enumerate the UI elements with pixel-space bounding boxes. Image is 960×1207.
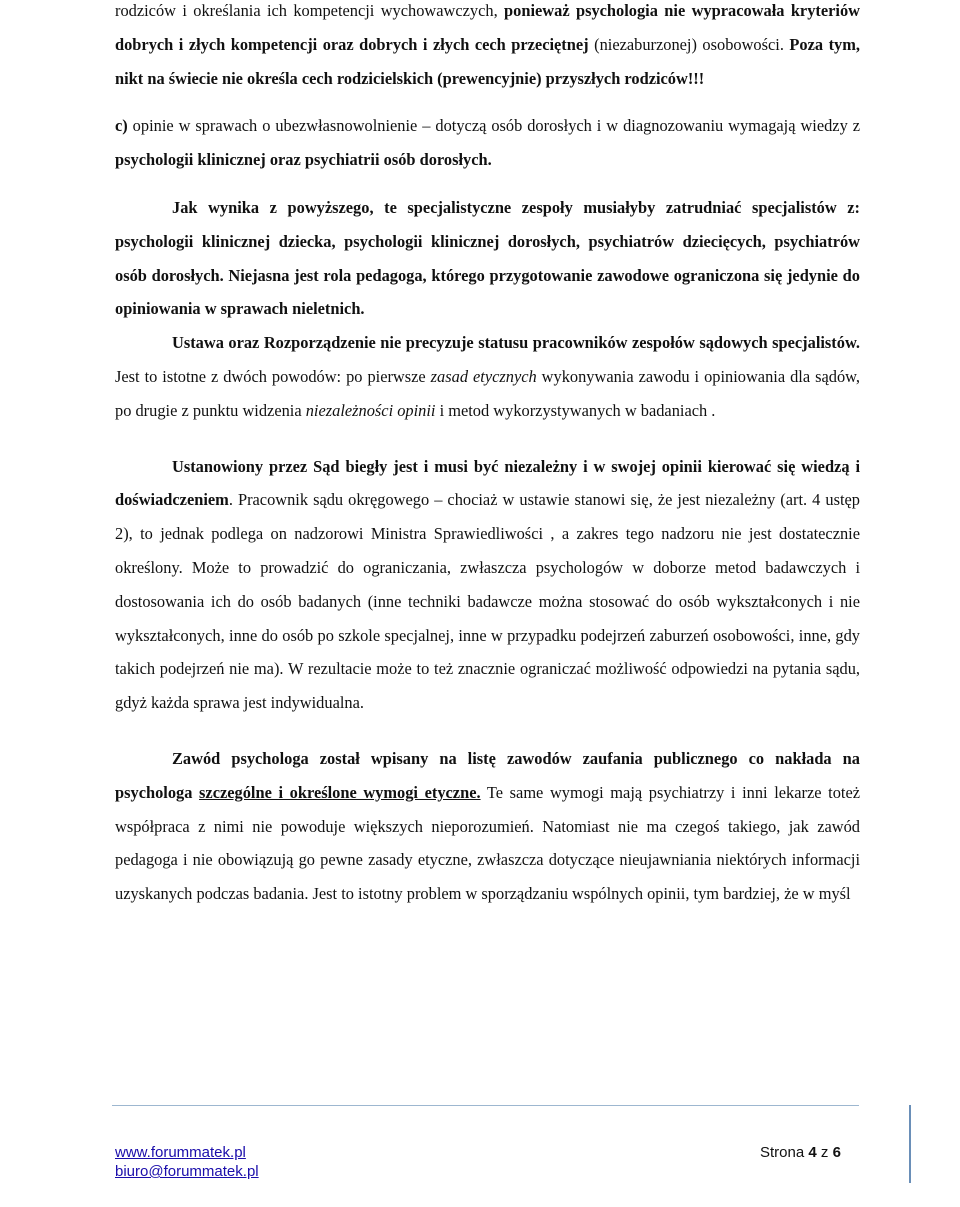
website-link[interactable]: www.forummatek.pl xyxy=(115,1144,246,1161)
footer-vertical-rule xyxy=(909,1105,911,1183)
bold-run: Jak wynika z powyższego, te specjalistyczne zespoły musiałyby zatrudniać specjalistów z: psychologii klinicznej dziecka, psychologii klinicznej dorosłych, psychiatrów dziecięcych, psychiatrów osób dorosłych. xyxy=(115,197,860,285)
text-run: opinie w sprawach o ubezwłasnowolnienie – dotyczą osób dorosłych i w diagnozowaniu wymagają wiedzy z xyxy=(127,116,860,136)
underlined-bold-run: szczególne i określone wymogi etyczne. xyxy=(199,782,481,802)
footer-divider xyxy=(112,1105,859,1106)
bold-run: Ustanowiony przez Sąd biegły jest i musi być niezależny i w swojej opinii kierować się wiedzą i doświadczeniem xyxy=(115,456,860,510)
bold-run: psychologii klinicznej oraz psychiatrii osób dorosłych. xyxy=(115,150,492,170)
bold-run: Niejasna jest rola pedagoga, którego przygotowanie zawodowe ograniczona się jedynie do opiniowania w sprawach nieletnich. xyxy=(115,265,860,319)
text-run: i metod wykorzystywanych w badaniach . xyxy=(435,400,716,420)
paragraph-continuation xyxy=(115,0,860,95)
text-run: . Pracownik sądu okręgowego – chociaż w ustawie stanowi się, że jest niezależny (art. 4 ustęp 2), to jednak podlega on nadzorowi Ministra Sprawiedliwości , a zakres tego nadzoru nie jest dostatecznie określony. Może to prowadzić do ograniczania, zwłaszcza psychologów w doborze metod badawczych i dostosowania ich do osób badanych (inne techniki badawcze można stosować do osób wykształconych i nie wykształconych, inne do osób po szkole specjalnej, inne w przypadku podejrzeń zaburzeń osobowości, inne, gdy takich podejrzeń nie ma). W rezultacie może to też znacznie ograniczać możliwość odpowiedzi na pytania sądu, gdyż każda sprawa jest indywidualna. xyxy=(115,490,860,713)
page-total: 6 xyxy=(832,1144,841,1161)
email-link[interactable]: biuro@forummatek.pl xyxy=(115,1163,259,1180)
text-run: (niezaburzonej) osobowości. xyxy=(588,34,790,54)
paragraph-statute xyxy=(115,326,860,427)
bold-run: ponieważ psychologia nie wypracowała kryteriów dobrych i złych kompetencji oraz dobrych i złych cech przeciętnej xyxy=(115,1,861,54)
page-separator: z xyxy=(816,1144,833,1161)
list-marker: c) xyxy=(115,116,128,136)
paragraph-profession xyxy=(115,742,860,911)
text-run: Te same wymogi mają psychiatrzy i inni lekarze toteż współpraca z nimi nie powoduje większych nieporozumień. Natomiast nie ma czegoś takiego, jak zawód pedagoga i nie obowiązują go pewne zasady etyczne, zwłaszcza dotyczące nieujawniania niektórych informacji uzyskanych podczas badania. Jest to istotny problem w sporządzaniu wspólnych opinii, tym bardziej, że w myśl xyxy=(115,782,861,904)
page-number xyxy=(760,1143,841,1162)
paragraph-item-c xyxy=(115,109,860,177)
paragraph-expert xyxy=(115,450,860,720)
page-word: Strona xyxy=(760,1144,809,1161)
text-run: Jest to istotne z dwóch powodów: po pierwsze xyxy=(115,366,431,386)
body-text xyxy=(115,0,860,911)
text-run: wykonywania zawodu i opiniowania dla sądów, po drugie z punktu widzenia xyxy=(115,366,861,420)
bold-run: Zawód psychologa został wpisany na listę zawodów zaufania publicznego co nakłada na psychologa xyxy=(115,748,860,802)
italic-run: niezależności opinii xyxy=(305,400,436,420)
bold-run: Ustawa oraz Rozporządzenie nie precyzuje statusu pracowników zespołów sądowych specjalistów. xyxy=(172,333,860,353)
bold-run: Poza tym, nikt na świecie nie określa cech rodzicielskich (prewencyjnie) przyszłych rodziców!!! xyxy=(115,34,860,88)
footer-contact xyxy=(115,1143,259,1181)
italic-run: zasad etycznych xyxy=(430,366,537,386)
text-run: rodziców i określania ich kompetencji wychowawczych, xyxy=(115,1,505,20)
page-current: 4 xyxy=(808,1144,817,1161)
paragraph-teams xyxy=(115,191,860,326)
